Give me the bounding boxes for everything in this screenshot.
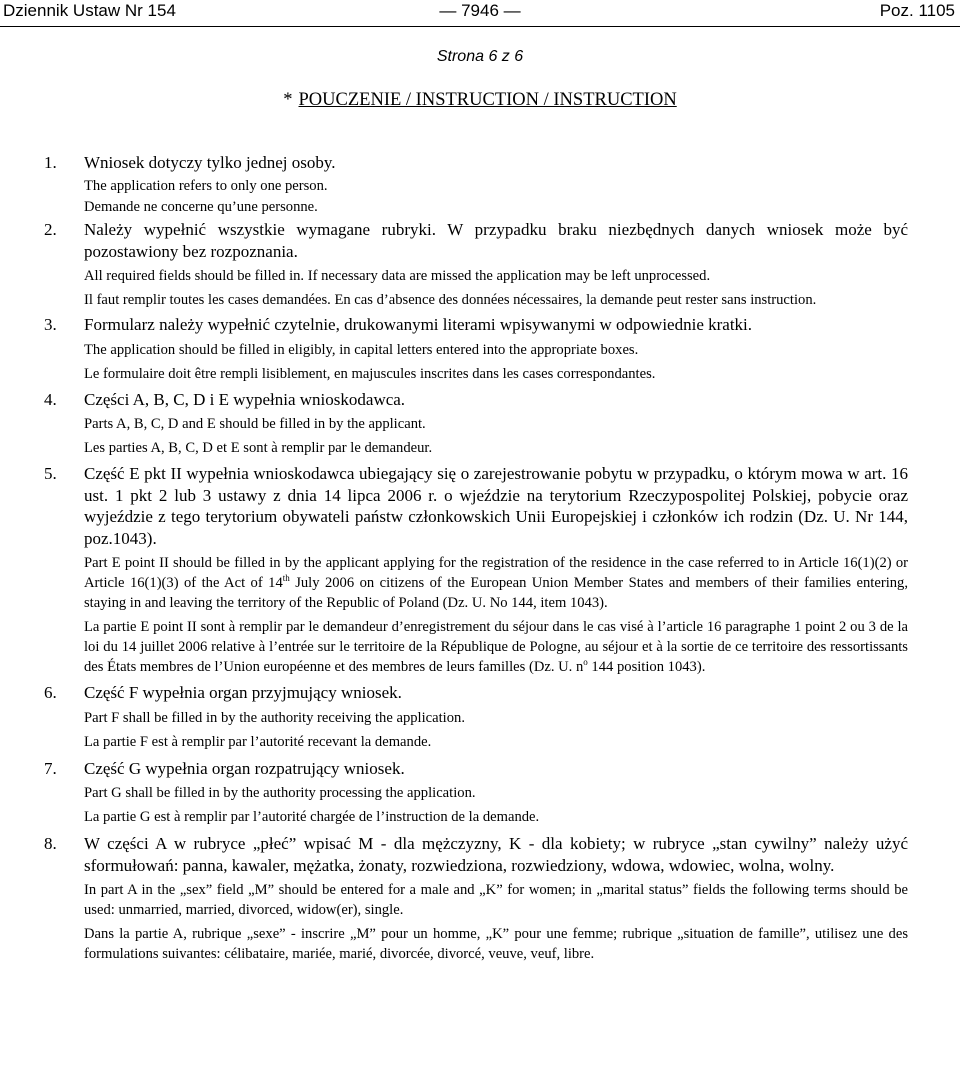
list-item: [0, 152, 960, 217]
item-text-en: The application should be filled in eligibly, in capital letters entered into the appropriate boxes.: [84, 341, 639, 358]
page-header: [0, 0, 960, 26]
item-text-en: The application refers to only one person.: [84, 178, 328, 194]
item-text-pl: Część E pkt II wypełnia wnioskodawca ubiegający się o zarejestrowanie pobytu w przypadku, o którym mowa w art. 16 ust. 1 pkt 2 lub 3 ustawy z dnia 14 lipca 2006 r. o wjeździe na terytorium Rzeczypospolitej Polskiej, pobycie oraz wyjeździe z tego terytorium obywateli państw członkowskich Unii Europejskiej i członków ich rodzin (Dz. U. Nr 144, poz.1043).: [84, 464, 908, 548]
item-text-en-part: July 2006 on citizens of the European Union Member States and members of their families entering, staying in and leaving the territory of the Republic of Poland (Dz. U. No 144, item 1043).: [84, 575, 908, 611]
item-text-pl: W części A w rubryce „płeć” wpisać M - dla mężczyzny, K - dla kobiety; w rubryce „stan cywilny” należy użyć sformułowań: panna, kawaler, mężatka, żonaty, rozwiedziona, rozwiedziony, wdowa, wdowiec, wolna, wolny.: [84, 834, 908, 875]
item-text-pl: Części A, B, C, D i E wypełnia wnioskodawca.: [84, 389, 406, 409]
item-number: 1.: [44, 153, 57, 172]
list-item: [0, 219, 960, 310]
item-text-en: Part G shall be filled in by the authority processing the application.: [84, 785, 476, 801]
item-number: 2.: [44, 220, 57, 239]
document-title: [0, 90, 960, 111]
item-text-en: In part A in the „sex” field „M” should be entered for a male and „K” for women; in „marital status” fields the following terms should be used: unmarried, married, divorced, widow(er), single.: [84, 882, 908, 918]
item-text-fr: La partie G est à remplir par l’autorité chargée de l’instruction de la demande.: [84, 809, 540, 825]
page-number: — 7946 —: [439, 1, 521, 20]
item-number: 8.: [44, 834, 57, 853]
item-number: 3.: [44, 315, 57, 334]
list-item: [0, 833, 960, 964]
item-number: 7.: [44, 758, 57, 778]
list-item: [0, 682, 960, 752]
list-item: [0, 463, 960, 677]
item-text-fr: Dans la partie A, rubrique „sexe” - inscrire „M” pour un homme, „K” pour une femme; rubrique „situation de famille”, utilisez une des formulations suivantes: célibataire, mariée, marié, divorcée, divorcé, veuve, veuf, libre.: [84, 926, 908, 962]
list-item: [0, 389, 960, 459]
item-text-pl: Część G wypełnia organ rozpatrujący wniosek.: [84, 758, 405, 778]
item-text-pl: Wniosek dotyczy tylko jednej osoby.: [84, 153, 336, 172]
item-text-en: Parts A, B, C, D and E should be filled in by the applicant.: [84, 416, 426, 432]
item-text-fr-part: 144 position 1043).: [587, 659, 706, 675]
title-asterisk: *: [283, 90, 293, 110]
item-text-en: [84, 553, 908, 613]
journal-title: Dziennik Ustaw Nr 154: [3, 1, 176, 20]
item-number: 4.: [44, 389, 57, 409]
list-item: [0, 758, 960, 828]
item-text-en: Part F shall be filled in by the authority receiving the application.: [84, 709, 465, 726]
item-text-pl: Formularz należy wypełnić czytelnie, drukowanymi literami wpisywanymi w odpowiednie kratki.: [84, 315, 753, 334]
item-text-pl: Część F wypełnia organ przyjmujący wniosek.: [84, 683, 402, 702]
item-text-fr: Il faut remplir toutes les cases demandées. En cas d’absence des données nécessaires, la demande peut rester sans instruction.: [84, 292, 817, 308]
title-text: POUCZENIE / INSTRUCTION / INSTRUCTION: [298, 90, 677, 110]
item-text-fr: [84, 617, 908, 677]
item-number: 6.: [44, 683, 57, 702]
item-text-en: All required fields should be filled in. If necessary data are missed the application may be left unprocessed.: [84, 268, 711, 284]
instruction-list: [0, 152, 960, 965]
item-number: 5.: [44, 464, 57, 483]
header-rule: [0, 26, 960, 27]
page-label: Strona 6 z 6: [436, 48, 524, 65]
item-text-fr: Les parties A, B, C, D et E sont à remplir par le demandeur.: [84, 440, 433, 456]
item-text-fr: Le formulaire doit être rempli lisiblement, en majuscules inscrites dans les cases correspondantes.: [84, 365, 656, 382]
superscript: o: [583, 657, 588, 668]
item-text-pl: Należy wypełnić wszystkie wymagane rubryki. W przypadku braku niezbędnych danych wniosek może być pozostawiony bez rozpoznania.: [84, 220, 908, 261]
item-text-fr: Demande ne concerne qu’une personne.: [84, 199, 318, 215]
position-number: Poz. 1105: [879, 1, 955, 20]
superscript: th: [282, 573, 290, 584]
item-text-en-part: Part E point II should be filled in by the applicant applying for the registration of the residence in the case referred to in Article 16(1)(2) or Article 16(1)(3) of the Act of 14: [84, 555, 908, 591]
item-text-fr-part: La partie E point II sont à remplir par le demandeur d’enregistrement du séjour dans le cas visé à l’article 16 paragraphe 1 point 2 ou 3 de la loi du 14 juillet 2006 relative à l’entrée sur le territoire de la République de Pologne, au séjour et à la sortie de ce territoire des ressortissants des États membres de l’Union européenne et des membres de leurs familles (Dz. U. n: [84, 619, 908, 675]
list-item: [0, 314, 960, 384]
item-text-fr: La partie F est à remplir par l’autorité recevant la demande.: [84, 733, 432, 750]
